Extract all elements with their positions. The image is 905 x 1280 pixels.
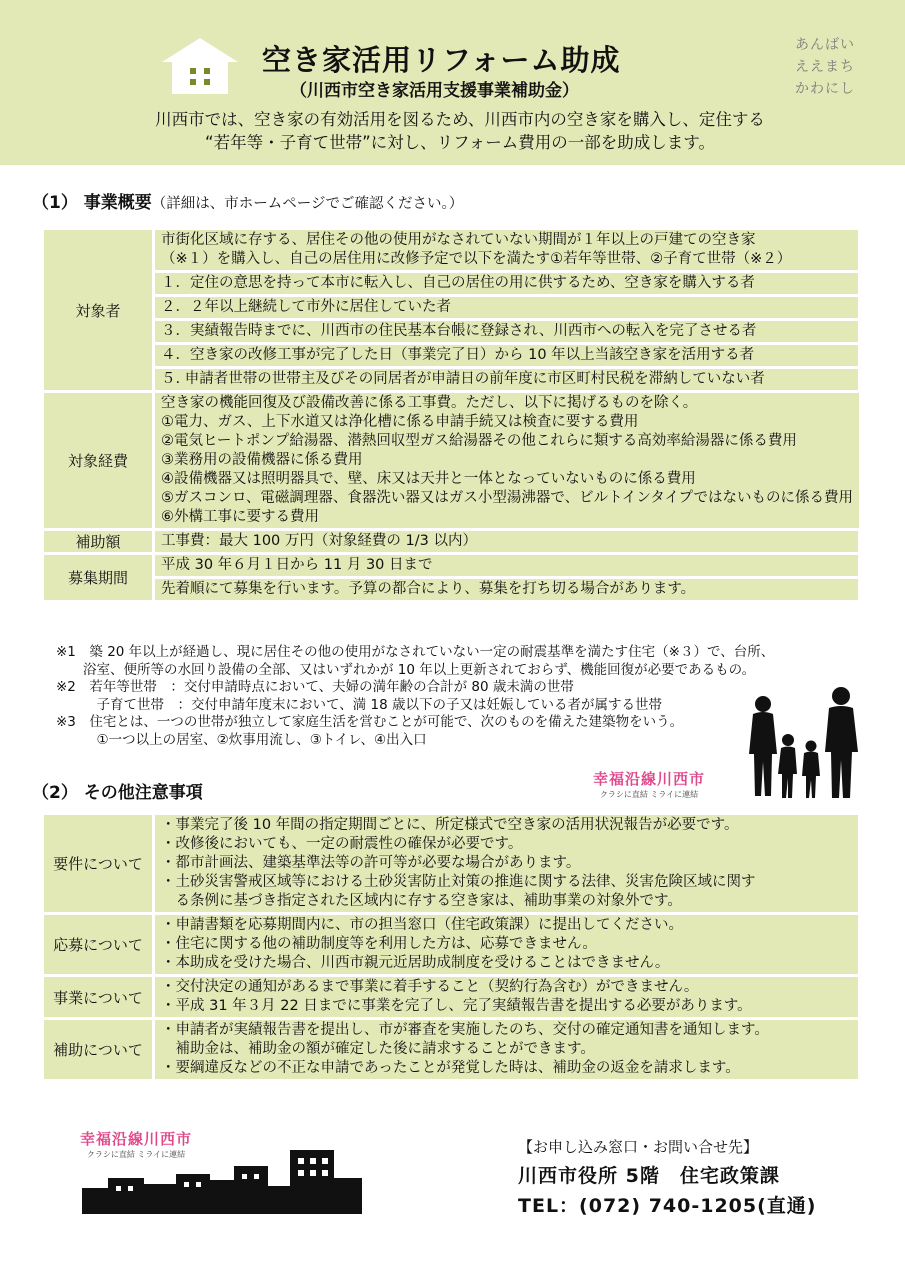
contact-office: 川西市役所 5階 住宅政策課 <box>518 1165 780 1187</box>
table-cell <box>155 230 858 270</box>
logo-tagline: クラシに直結 ミライに連結 <box>86 1150 186 1159</box>
row-label: 募集期間 <box>44 555 152 600</box>
table-cell: 工事費：最大 100 万円（対象経費の 1/3 以内） <box>155 531 858 552</box>
cell-line: 空き家の機能回復及び設備改善に係る工事費。ただし、以下に掲げるものを除く。 <box>161 395 698 411</box>
cell-line: ・要綱違反などの不正な申請であったことが発覚した時は、補助金の返金を請求します。 <box>161 1060 740 1076</box>
section1-title: （1） 事業概要 <box>32 193 152 213</box>
table-row <box>44 1020 858 1079</box>
notes-table <box>44 815 858 1082</box>
footnote-line: ※2 若年等世帯 ：交付申請時点において、夫婦の満年齢の合計が 80 歳未満の世帯 <box>56 679 574 695</box>
city-logo <box>593 768 705 800</box>
cell-line: ⑤ガスコンロ、電磁調理器、食器洗い器又はガス小型湯沸器で、ビルトインタイプではないものに係る費用 <box>161 490 854 506</box>
cell-line: ・申請者が実績報告書を提出し、市が審査を実施したのち、交付の確定通知書を通知します。 <box>161 1022 769 1038</box>
slogan-line: あんばい <box>795 37 855 53</box>
table-cell <box>155 915 858 974</box>
cell-line: ・都市計画法、建築基準法等の許可等が必要な場合があります。 <box>161 855 581 871</box>
table-cell: ３．実績報告時までに、川西市の住民基本台帳に登録され、川西市への転入を完了させる者 <box>155 321 858 342</box>
family-silhouette-icon <box>745 684 865 802</box>
table-row <box>44 230 858 390</box>
logo-text: 幸福沿線川西市 <box>593 770 706 788</box>
contact-phone: TEL：(072) 740-1205(直通) <box>518 1195 817 1217</box>
cell-line: 市街化区域に存する、居住その他の使用がなされていない期間が１年以上の戸建ての空き家 <box>161 232 756 248</box>
section2-heading: （2） その他注意事項 <box>32 783 203 803</box>
logo-tagline: クラシに直結 ミライに連結 <box>599 790 699 799</box>
cell-line: ・申請書類を応募期間内に、市の担当窓口（住宅政策課）に提出してください。 <box>161 917 683 933</box>
footnote-line: 浴室、便所等の水回り設備の全部、又はいずれかが 10 年以上更新されておらず、機能回復が必要であるもの。 <box>56 661 756 678</box>
cell-line: ・事業完了後 10 年間の指定期間ごとに、所定様式で空き家の活用状況報告が必要です。 <box>161 817 739 833</box>
cell-line: ・改修後においても、一定の耐震性の確保が必要です。 <box>161 836 523 852</box>
slogan <box>785 34 865 100</box>
cell-line: る条例に基づき指定された区域内に存する空き家は、補助事業の対象外です。 <box>161 893 682 909</box>
cell-line: ①電力、ガス、上下水道又は浄化槽に係る申請手続又は検査に要する費用 <box>161 414 639 430</box>
cell-line: ③業務用の設備機器に係る費用 <box>161 452 363 468</box>
table-row <box>44 815 858 912</box>
row-label: 応募について <box>44 915 152 974</box>
row-label: 対象者 <box>44 230 152 390</box>
footnote-line: ※1 築 20 年以上が経過し、現に居住その他の使用がなされていない一定の耐震基準を満たす住宅（※３）で、台所、 <box>56 644 775 660</box>
intro-text <box>60 108 860 154</box>
cell-line: ・交付決定の通知があるまで事業に着手すること（契約行為含む）ができません。 <box>161 979 699 995</box>
table-cell <box>155 977 858 1017</box>
slogan-line: かわにし <box>795 81 855 97</box>
table-cell <box>155 1020 858 1079</box>
city-skyline-icon <box>82 1148 362 1214</box>
contact-block <box>518 1136 816 1218</box>
table-row <box>44 555 858 600</box>
page-subtitle: （川西市空き家活用支援事業補助金） <box>290 81 579 101</box>
cell-line: 補助金は、補助金の額が確定した後に請求することができます。 <box>161 1041 595 1057</box>
cell-line: ・本助成を受けた場合、川西市親元近居助成制度を受けることはできません。 <box>161 955 670 971</box>
footnote-line: ①一つ以上の居室、②炊事用流し、③トイレ、④出入口 <box>56 731 427 748</box>
header-band <box>0 0 905 165</box>
intro-line: “若年等・子育て世帯”に対し、リフォーム費用の一部を助成します。 <box>205 133 715 152</box>
row-label: 補助について <box>44 1020 152 1079</box>
cell-line: ④設備機器又は照明器具で、壁、床又は天井と一体となっていないものに係る費用 <box>161 471 696 487</box>
table-cell: ２．２年以上継続して市外に居住していた者 <box>155 297 858 318</box>
table-cell <box>155 815 858 912</box>
intro-line: 川西市では、空き家の有効活用を図るため、川西市内の空き家を購入し、定住する <box>155 110 765 129</box>
section1-note: （詳細は、市ホームページでご確認ください。） <box>151 196 464 212</box>
cell-line: （※１）を購入し、自己の居住用に改修予定で以下を満たす①若年等世帯、②子育て世帯（※２） <box>161 251 792 267</box>
contact-heading: 【お申し込み窓口・お問い合せ先】 <box>518 1138 759 1156</box>
table-cell: １．定住の意思を持って本市に転入し、自己の居住の用に供するため、空き家を購入する者 <box>155 273 858 294</box>
table-cell: ５. 申請者世帯の世帯主及びその同居者が申請日の前年度に市区町村民税を滞納していない者 <box>155 369 858 390</box>
table-cell: 平成 30 年６月１日から 11 月 30 日まで <box>155 555 858 576</box>
house-icon <box>160 36 240 94</box>
cell-line: ・平成 31 年３月 22 日までに事業を完了し、完了実績報告書を提出する必要があります。 <box>161 998 752 1014</box>
table-row <box>44 393 858 528</box>
table-row <box>44 915 858 974</box>
table-cell: 先着順にて募集を行います。予算の都合により、募集を打ち切る場合があります。 <box>155 579 858 600</box>
cell-line: ②電気ヒートポンプ給湯器、潜熱回収型ガス給湯器その他これらに類する高効率給湯器に係る費用 <box>161 433 797 449</box>
page-title: 空き家活用リフォーム助成 <box>262 43 621 77</box>
row-label: 要件について <box>44 815 152 912</box>
table-cell <box>155 393 859 528</box>
logo-text: 幸福沿線川西市 <box>80 1130 193 1148</box>
row-label: 補助額 <box>44 531 152 552</box>
overview-table <box>44 230 858 603</box>
row-label: 事業について <box>44 977 152 1017</box>
slogan-line: ええまち <box>795 59 855 75</box>
cell-line: ・土砂災害警戒区域等における土砂災害防止対策の推進に関する法律、災害危険区域に関す <box>161 874 756 890</box>
table-row <box>44 977 858 1017</box>
table-cell: ４．空き家の改修工事が完了した日（事業完了日）から 10 年以上当該空き家を活用する者 <box>155 345 858 366</box>
row-label: 対象経費 <box>44 393 152 528</box>
table-row <box>44 531 858 552</box>
cell-line: ・住宅に関する他の補助制度等を利用した方は、応募できません。 <box>161 936 597 952</box>
footnote-line: ※3 住宅とは、一つの世帯が独立して家庭生活を営むことが可能で、次のものを備えた建築物をいう。 <box>56 714 684 730</box>
cell-line: ⑥外構工事に要する費用 <box>161 509 319 525</box>
footnote-line: 子育て世帯 ：交付申請年度末において、満 18 歳以下の子又は妊娠している者が属する世帯 <box>56 696 662 713</box>
section1-heading <box>32 188 463 213</box>
